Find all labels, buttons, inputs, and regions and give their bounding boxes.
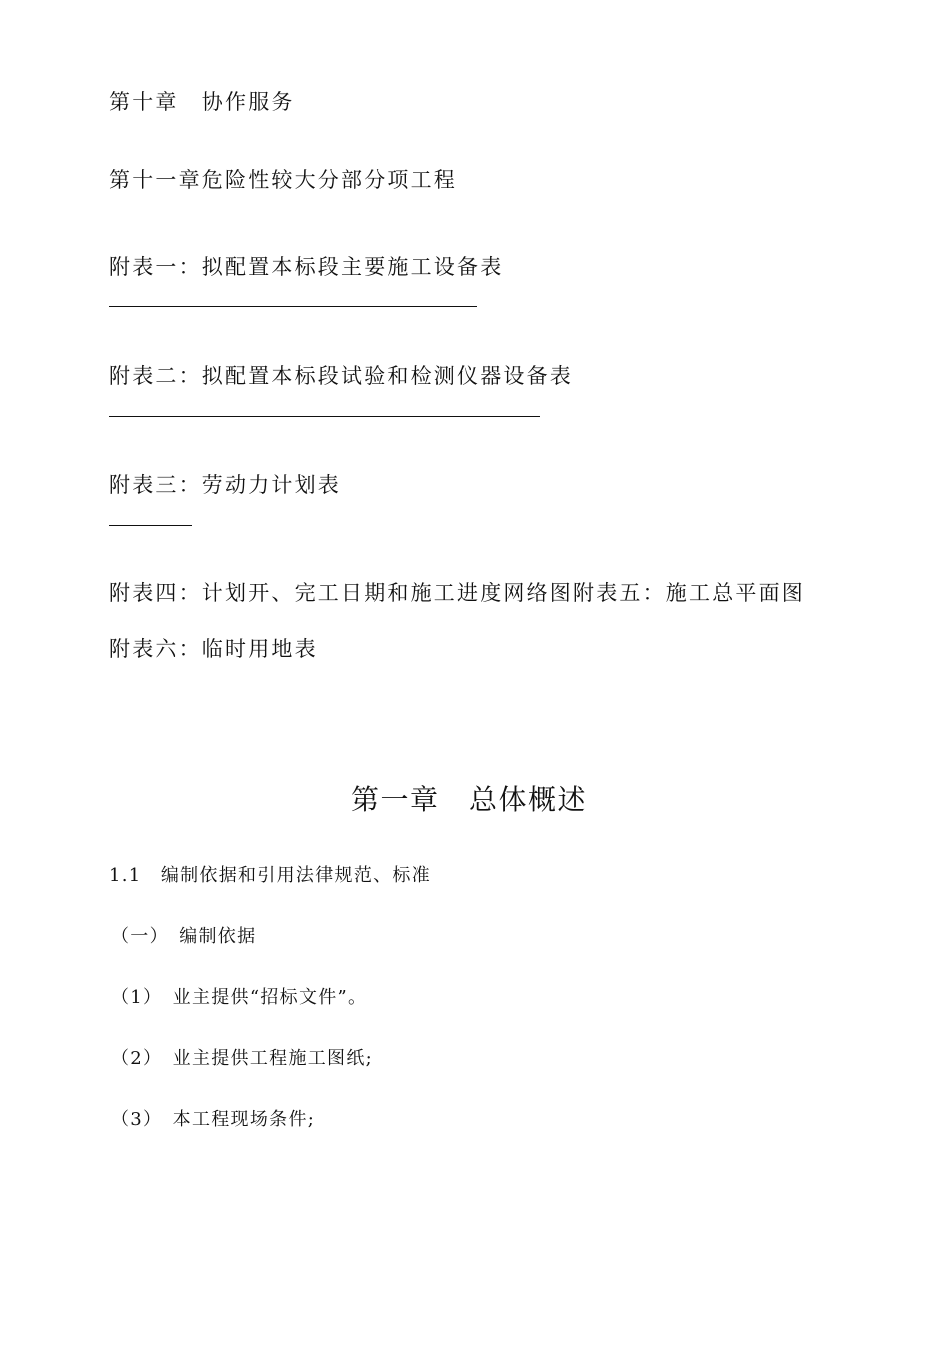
toc-appendix-2-underline	[109, 416, 540, 417]
toc-appendix-2: 附表二：拟配置本标段试验和检测仪器设备表	[109, 364, 573, 388]
toc-appendix-1: 附表一：拟配置本标段主要施工设备表	[109, 255, 504, 279]
toc-appendix-6: 附表六：临时用地表	[109, 637, 318, 661]
section-1-1: 1.1 编制依据和引用法律规范、标准	[109, 865, 432, 886]
basis-item-1: （1） 业主提供“招标文件”。	[111, 987, 368, 1008]
part-1-basis: （一） 编制依据	[111, 926, 257, 947]
toc-appendix-4-5: 附表四：计划开、完工日期和施工进度网络图附表五：施工总平面图	[109, 581, 805, 605]
basis-item-3: （3） 本工程现场条件;	[111, 1109, 316, 1130]
toc-chapter-10: 第十章 协作服务	[109, 90, 295, 114]
toc-appendix-1-underline	[109, 306, 477, 307]
chapter-1-heading: 第一章 总体概述	[351, 783, 588, 816]
basis-item-2: （2） 业主提供工程施工图纸;	[111, 1048, 374, 1069]
toc-appendix-3: 附表三：劳动力计划表	[109, 473, 341, 497]
toc-chapter-11: 第十一章危险性较大分部分项工程	[109, 168, 457, 192]
toc-appendix-3-underline	[109, 525, 192, 526]
